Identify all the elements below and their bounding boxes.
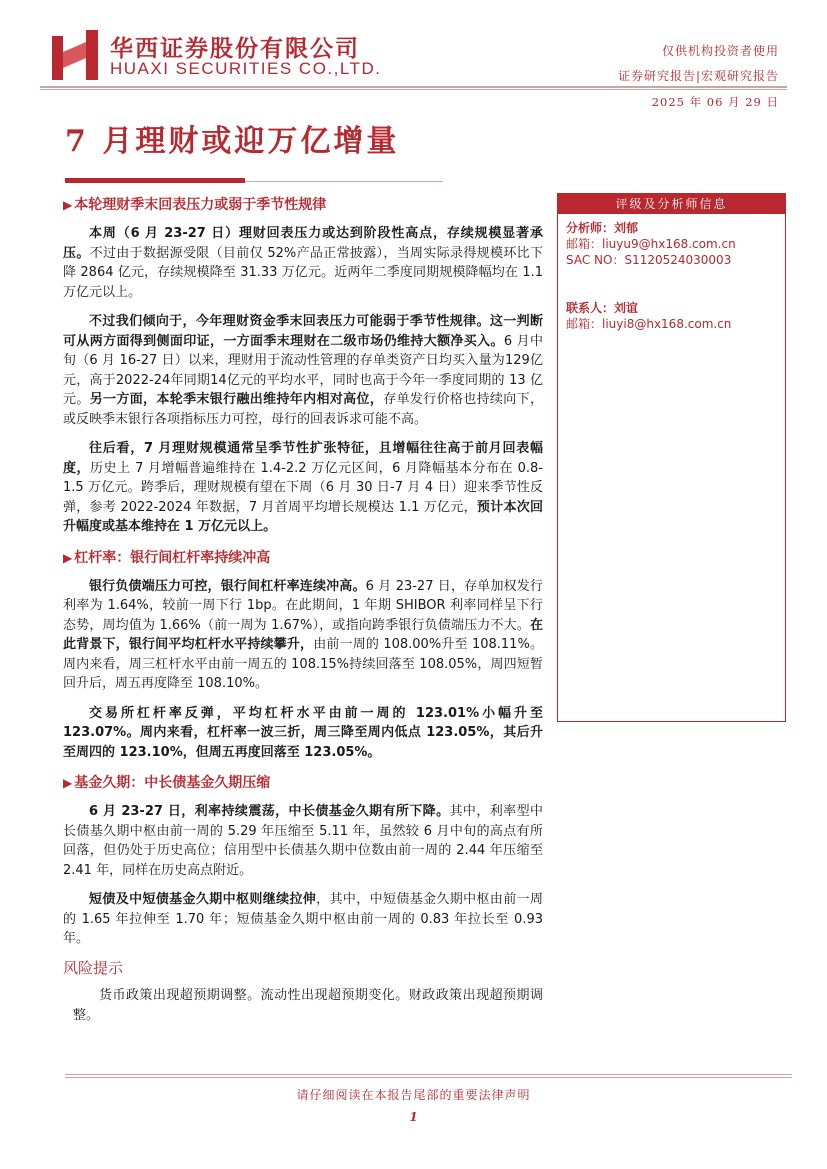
paragraph: 不过我们倾向于，今年理财资金季末回表压力可能弱于季节性规律。这一判断可从两方面得到侧面印证，一方面季末理财在二级市场仍维持大额净买入。6 月中旬（6 月 16-27 日）以来，理财用于流动性管理的存单类资产日均买入量为129亿元，高于2022-24年同期14亿元的平均水平，同时也高于今年一季度同期的 13 亿元。另一方面，本轮季末银行融出维持年内相对高位，存单发行价格也持续向下，或反映季末银行各项指标压力可控，母行的回表诉求可能不高。 — [63, 314, 543, 427]
page-number: 1 — [409, 1110, 418, 1124]
footer-divider-thin — [65, 1077, 792, 1078]
paragraph: 6 月 23-27 日，利率持续震荡，中长债基金久期有所下降。其中，利率型中长债基久期中枢由前一周的 5.29 年压缩至 5.11 年，虽然较 6 月中旬的高点有所回落，但仍处于历史高位；信用型中长债基久期中位数由前一周的 2.44 年压缩至 2.41 年，同样在历史高点附近。 — [63, 804, 543, 878]
triangle-bullet-icon: ▶ — [63, 776, 73, 790]
triangle-bullet-icon: ▶ — [63, 550, 73, 565]
title-underline — [65, 178, 245, 183]
footer-divider — [65, 1074, 792, 1075]
paragraph: 交易所杠杆率反弹，平均杠杆水平由前一周的 123.01%小幅升至 123.07%。周内来看，杠杆率一波三折，周三降至周内低点 123.05%，其后升至周四的 123.10%，但周五再度回落至 123.05%。 — [63, 705, 543, 760]
analyst-info-box — [557, 193, 786, 722]
triangle-bullet-icon: ▶ — [63, 198, 73, 212]
audience-note: 仅供机构投资者使用 — [661, 44, 779, 58]
paragraph: 本周（6 月 23-27 日）理财回表压力或达到阶段性高点，存续规模显著承压。不过由于数据源受限（目前仅 52%产品正常披露），当周实际录得规模环比下降 2864 亿元，存续规模降至 31.33 万亿元。近两年二季度同期规模降幅均在 1.1 万亿元以上。 — [63, 226, 543, 300]
section-heading: ▶ 本轮理财季末回表压力或弱于季节性规律 — [63, 197, 327, 213]
main-content — [63, 194, 543, 1035]
title-underline-thin — [245, 181, 443, 182]
paragraph: 银行负债端压力可控，银行间杠杆率连续冲高。6 月 23-27 日，存单加权发行利率为 1.64%，较前一周下行 1bp。在此期间，1 年期 SHIBOR 利率同样呈下行态势，周均值为 1.66%（前一周为 1.67%），或指向跨季银行负债端压力不大。在此背景下，银行间平均杠杆水平持续攀升，由前一周的 108.00%升至 108.11%。周内来看，周三杠杆水平由前一周五的 108.15%持续回落至 108.05%，周四短暂回升后，周五再度降至 108.10%。 — [63, 578, 543, 691]
contact-email[interactable]: 邮箱：liuyi8@hx168.com.cn — [566, 317, 732, 331]
header-divider — [40, 86, 787, 88]
section-heading: ▶ 基金久期：中长债基金久期压缩 — [63, 775, 271, 791]
analyst-box-title: 评级及分析师信息 — [558, 194, 785, 214]
analyst-name: 分析师：刘郁 — [566, 221, 639, 235]
report-category: 证券研究报告|宏观研究报告 — [617, 69, 779, 83]
paragraph: 往后看，7 月理财规模通常呈季节性扩张特征，且增幅往往高于前月回表幅度，历史上 7 月增幅普遍维持在 1.4-2.2 万亿元区间，6 月降幅基本分布在 0.8-1.5 万亿元。跨季后，理财规模有望在下周（6 月 30 日-7 月 4 日）迎来季节性反弹，参考 2022-2024 年数据，7 月首周平均增长规模达 1.1 万亿元，预计本次回升幅度或基本维持在 1 万亿元以上。 — [63, 441, 543, 534]
header-divider-thin — [40, 89, 787, 90]
legal-notice: 请仔细阅读在本报告尾部的重要法律声明 — [296, 1088, 531, 1102]
contact-name: 联系人：刘谊 — [566, 301, 639, 315]
risk-heading: 风险提示 — [63, 958, 124, 977]
company-logo-icon — [52, 30, 98, 80]
company-name-cn: 华西证券股份有限公司 — [110, 35, 360, 62]
paragraph: 短债及中短债基金久期中枢则继续拉伸，其中，中短债基金久期中枢由前一周的 1.65 年拉伸至 1.70 年；短债基金久期中枢由前一周的 0.83 年拉长至 0.93 年。 — [63, 892, 543, 946]
company-name-en: HUAXI SECURITIES CO.,LTD. — [110, 59, 382, 78]
report-date: 2025 年 06 月 29 日 — [651, 95, 779, 109]
section-heading: ▶ 杠杆率：银行间杠杆率持续冲高 — [63, 549, 271, 566]
risk-text: 货币政策出现超预期调整。流动性出现超预期变化。财政政策出现超预期调整。 — [73, 988, 543, 1023]
analyst-sac: SAC NO：S1120524030003 — [566, 253, 732, 267]
analyst-email[interactable]: 邮箱：liuyu9@hx168.com.cn — [566, 237, 736, 251]
report-title: 7 月理财或迎万亿增量 — [65, 124, 400, 159]
